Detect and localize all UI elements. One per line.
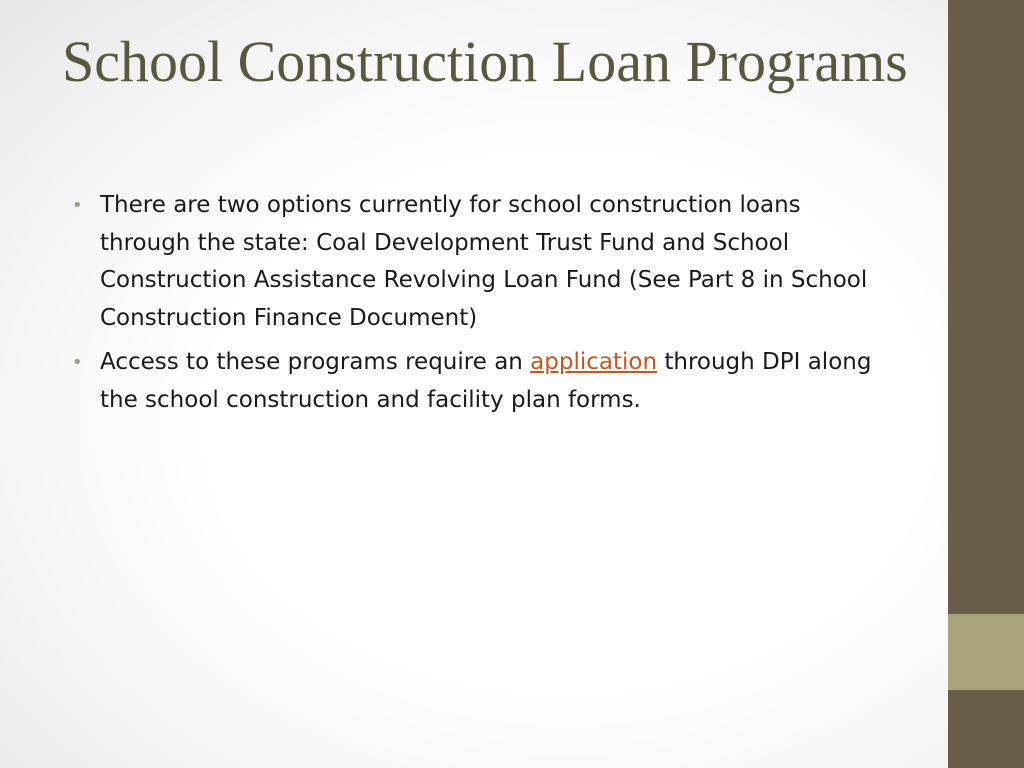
bullet-item-access — [70, 344, 890, 419]
application-link[interactable]: application — [530, 349, 658, 375]
bullet-dot-icon: • — [72, 195, 83, 216]
bullet-dot-icon: • — [72, 352, 83, 373]
bullet-text: There are two options currently for school construction loans through the state: Coal Development Trust Fund and School Construction Assistance Revolving Loan Fund (See Part 8 in School Construction Finance Document) — [100, 192, 868, 331]
slide-title: School Construction Loan Programs — [62, 29, 908, 94]
bullet-list — [70, 187, 890, 426]
side-bar-accent-block — [948, 614, 1024, 690]
bullet-text-start: Access to these programs require an — [100, 349, 531, 375]
bullet-item-loan-options — [70, 187, 890, 337]
bullet-text-end: through DPI along the school construction and facility plan forms. — [100, 349, 872, 413]
